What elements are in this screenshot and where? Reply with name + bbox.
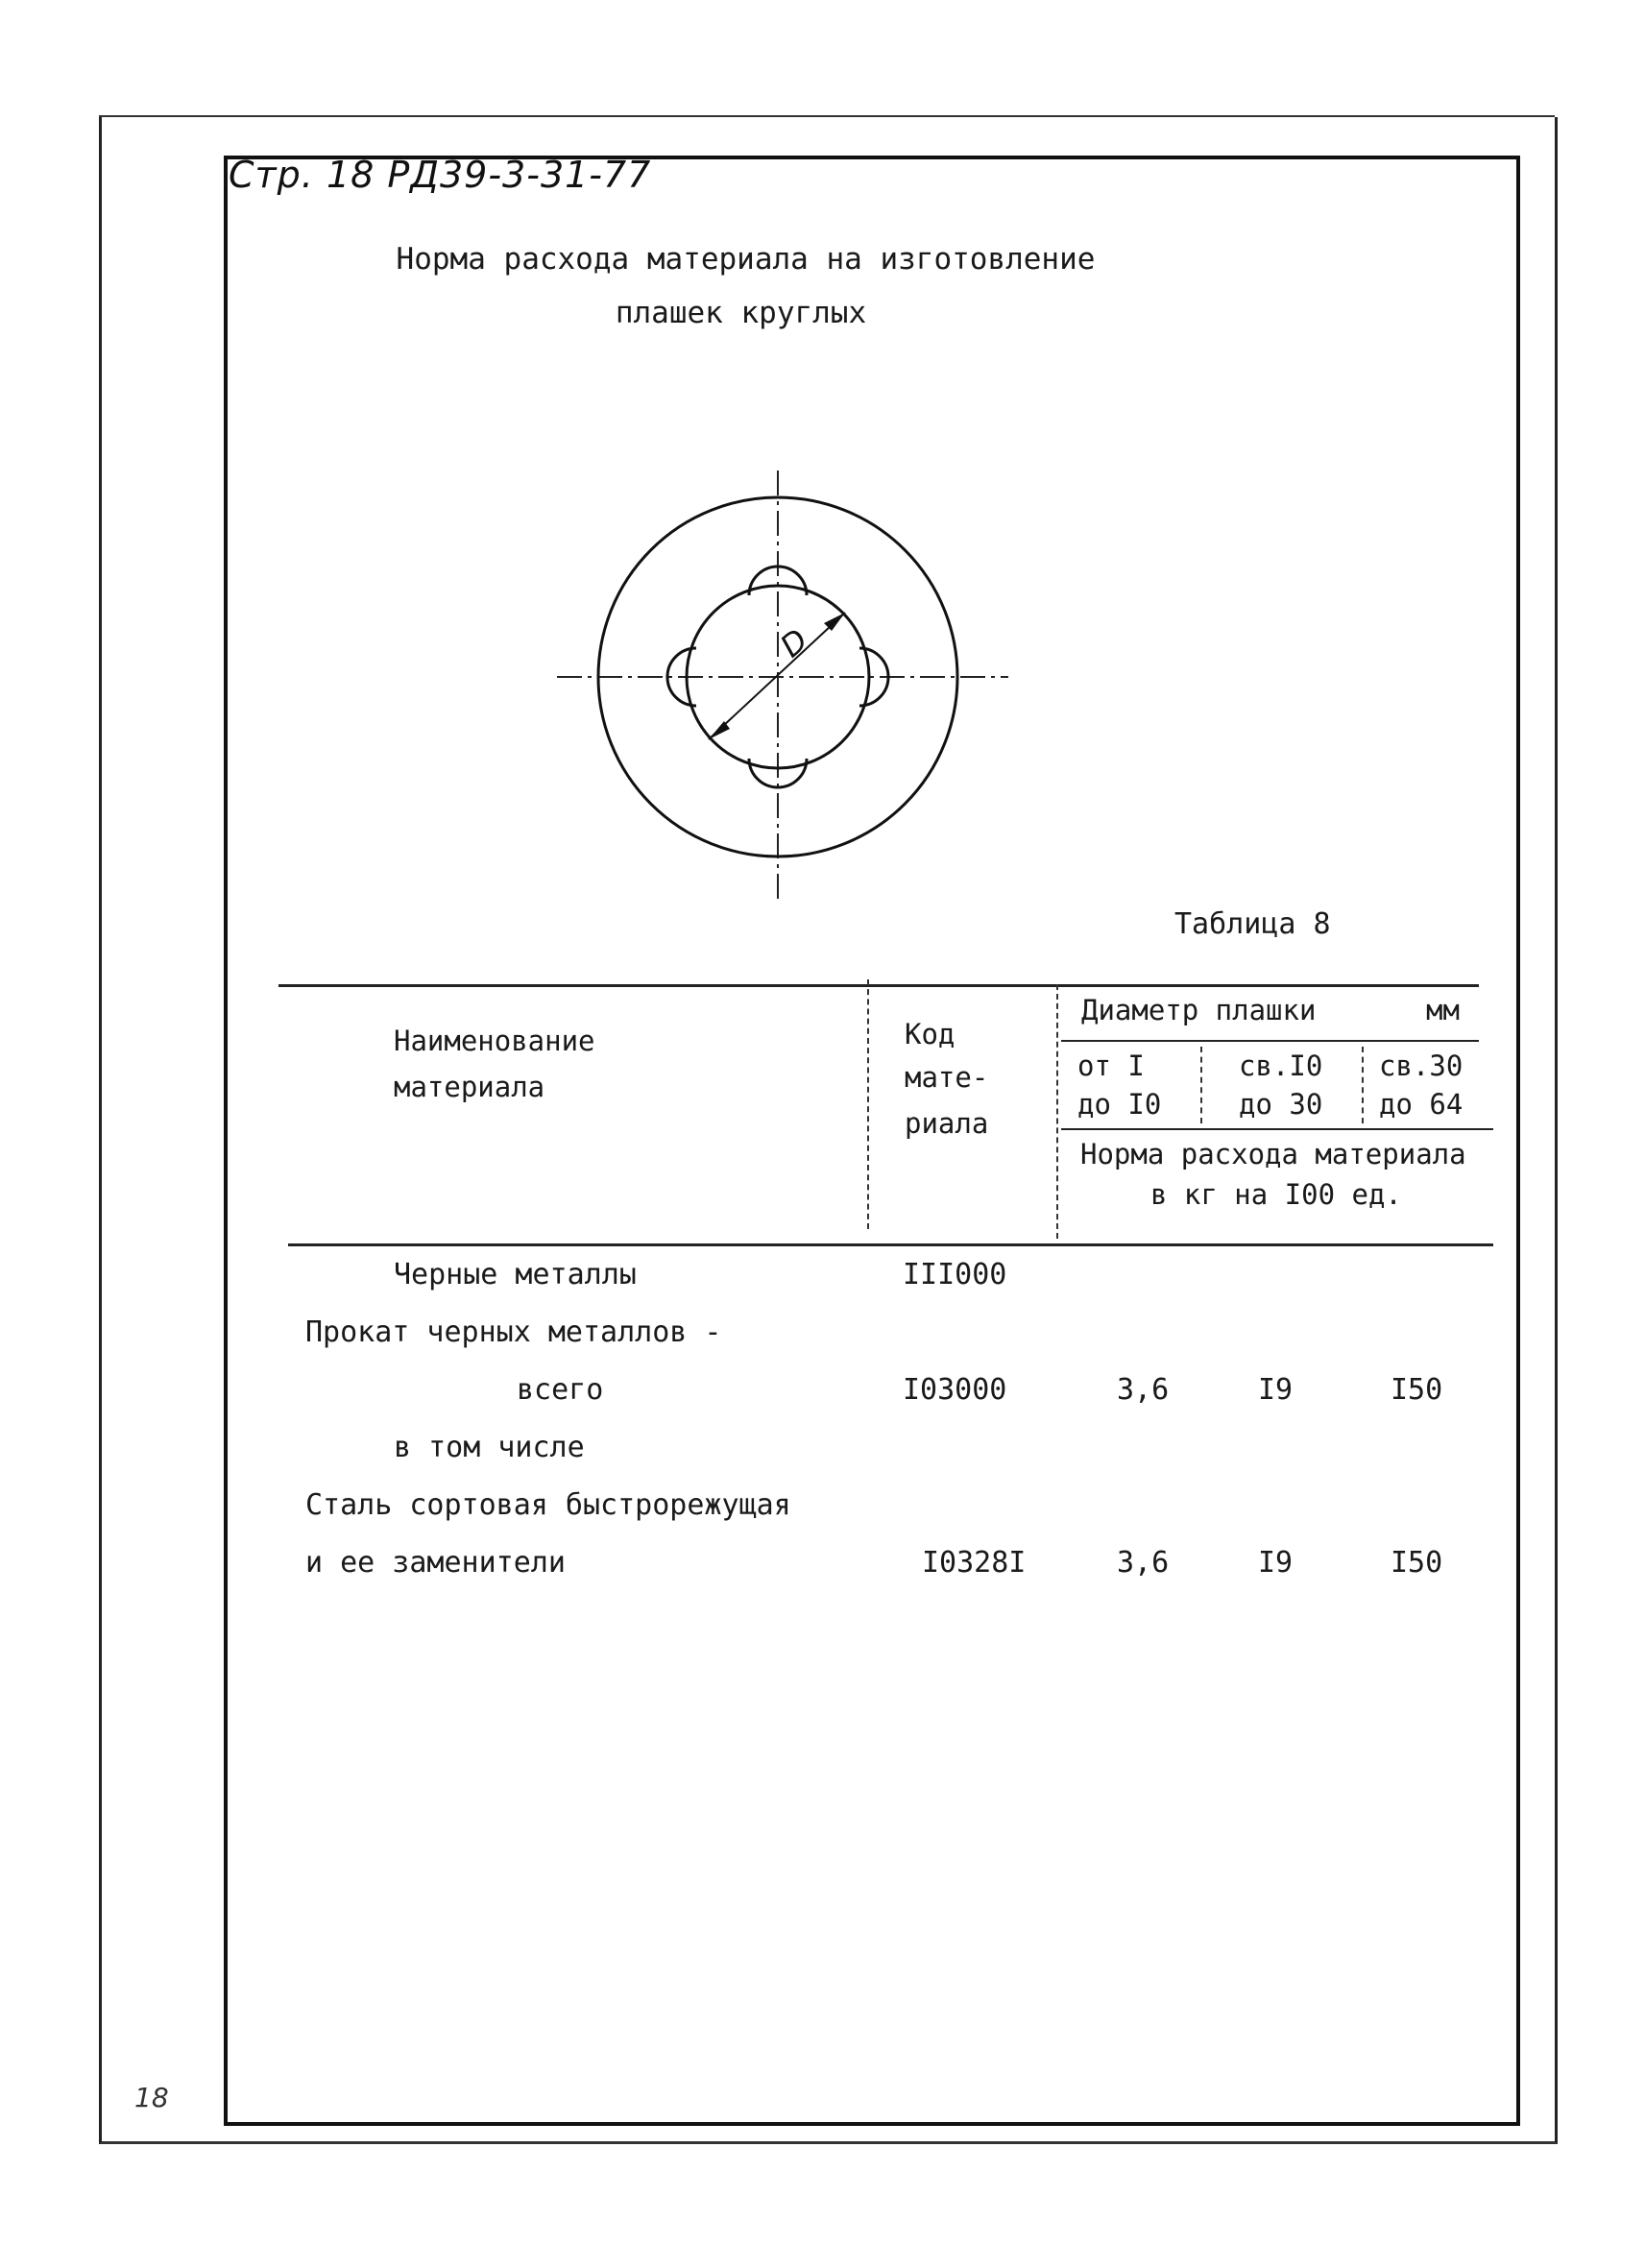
table-top-rule: [278, 984, 1479, 987]
header-range-1-line-1: от I: [1077, 1050, 1145, 1082]
page-mark: 18: [134, 2082, 169, 2113]
document-title-line-1: Норма расхода материала на изготовление: [396, 242, 1096, 277]
row-value-1: 3,6: [1117, 1546, 1170, 1580]
column-divider-v3: [1362, 1047, 1364, 1123]
row-value-2: I9: [1258, 1373, 1294, 1407]
header-code-line-2: мате-: [905, 1061, 989, 1094]
header-range-2-line-2: до 30: [1239, 1088, 1323, 1121]
header-code-line-1: Код: [905, 1018, 956, 1050]
norm-sub-rule: [1061, 1128, 1493, 1130]
table-row-total: [0, 1373, 1645, 1421]
row-value-3: I50: [1391, 1546, 1443, 1580]
header-code-line-3: риала: [905, 1107, 989, 1140]
header-range-3-line-1: св.30: [1379, 1050, 1464, 1082]
header-name-line-2: материала: [394, 1071, 545, 1103]
row-value-2: I9: [1258, 1546, 1294, 1580]
column-divider-values: [1056, 984, 1058, 1239]
row-code: I0328I: [922, 1546, 1027, 1580]
column-divider-v2: [1200, 1047, 1202, 1123]
table-row-hss-steel: [0, 1488, 1645, 1536]
row-name: всего: [517, 1373, 604, 1407]
diameter-label: D: [773, 621, 815, 665]
table-row-rolled-metals: [0, 1315, 1645, 1363]
die-drawing: [547, 461, 1028, 922]
row-name: Прокат черных металлов -: [305, 1315, 722, 1349]
diameter-sub-rule: [1061, 1040, 1479, 1042]
row-code: III000: [903, 1258, 1007, 1291]
table-caption: Таблица 8: [1174, 907, 1331, 941]
row-name: и ее заменители: [305, 1546, 566, 1580]
row-value-1: 3,6: [1117, 1373, 1170, 1407]
header-diameter-unit: мм: [1426, 994, 1460, 1026]
header-norm-line-1: Норма расхода материала: [1080, 1138, 1466, 1170]
header-range-1-line-2: до I0: [1077, 1088, 1162, 1121]
header-diameter: Диаметр плашки: [1081, 994, 1317, 1026]
document-title-line-2: плашек круглых: [615, 296, 867, 330]
header-name-line-1: Наименование: [394, 1025, 595, 1057]
page-reference: Стр. 18 РД39-3-31-77: [229, 154, 652, 196]
header-range-3-line-2: до 64: [1379, 1088, 1464, 1121]
table-row-substitutes: [0, 1546, 1645, 1594]
column-divider-code: [867, 979, 869, 1229]
row-code: I03000: [903, 1373, 1007, 1407]
header-range-2-line-1: св.I0: [1239, 1050, 1323, 1082]
row-name: в том числе: [394, 1431, 585, 1464]
header-norm-line-2: в кг на I00 ед.: [1150, 1178, 1402, 1211]
row-value-3: I50: [1391, 1373, 1443, 1407]
table-row-including: [0, 1431, 1645, 1479]
table-header-bottom-rule: [288, 1243, 1493, 1246]
row-name: Черные металлы: [394, 1258, 637, 1291]
table-row-ferrous-metals: [0, 1258, 1645, 1306]
row-name: Сталь сортовая быстрорежущая: [305, 1488, 791, 1522]
